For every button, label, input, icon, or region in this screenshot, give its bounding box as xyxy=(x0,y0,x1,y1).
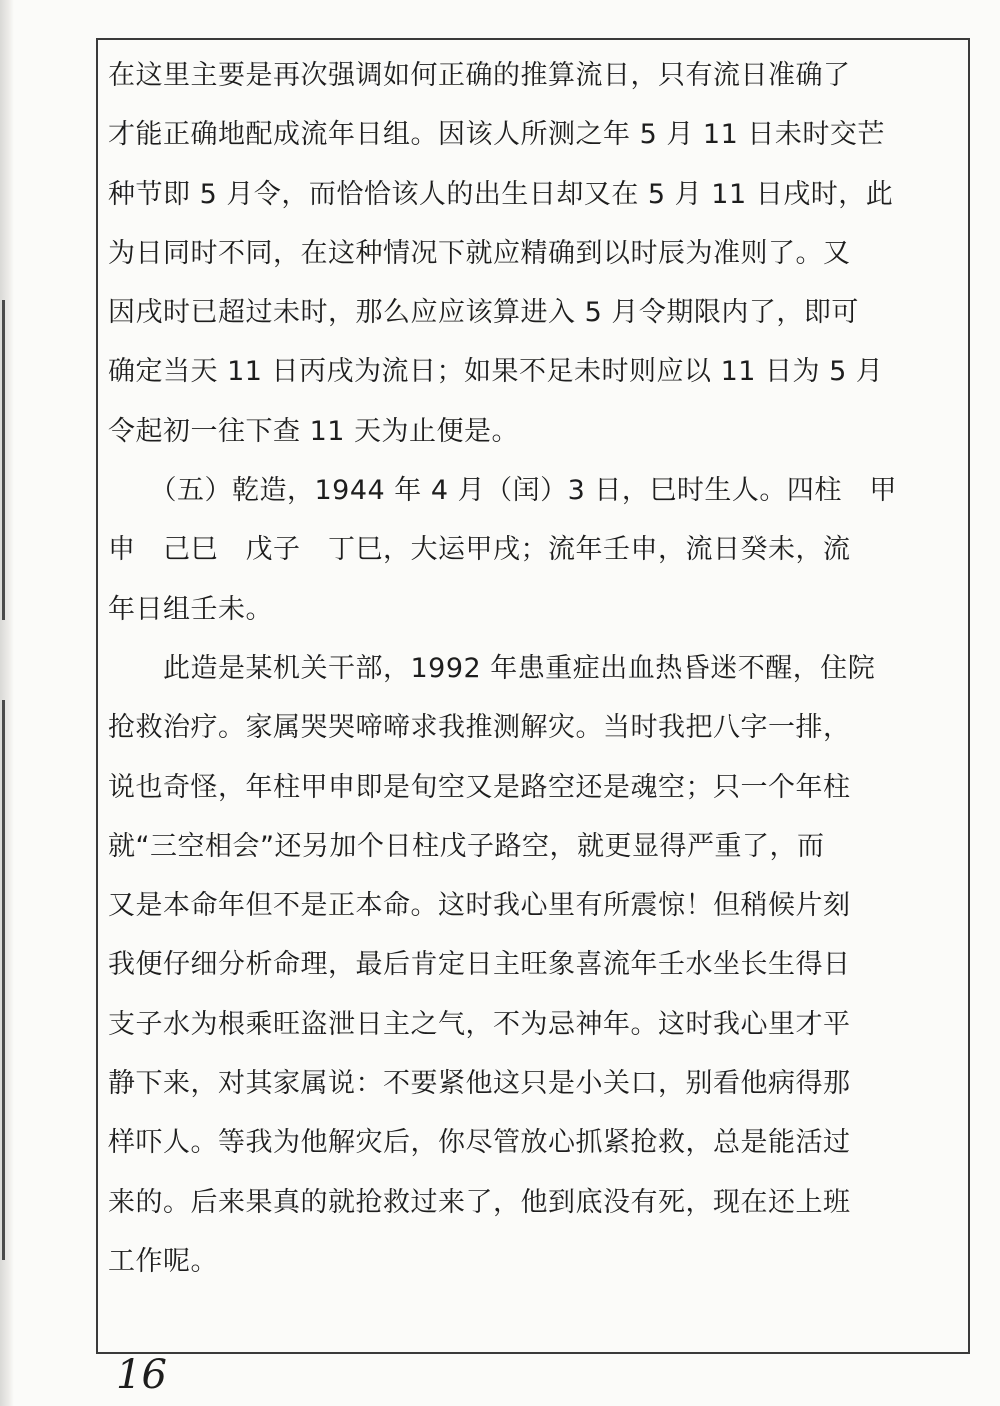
text-line: 在这里主要是再次强调如何正确的推算流日，只有流日准确了 xyxy=(108,60,851,91)
text-line: 为日同时不同，在这种情况下就应精确到以时辰为准则了。又 xyxy=(108,237,851,269)
text-line: 才能正确地配成流年日组。因该人所测之年 5 月 11 日未时交芒 xyxy=(108,119,885,151)
text-line: 种节即 5 月令，而恰恰该人的出生日却又在 5 月 11 日戌时，此 xyxy=(108,178,894,210)
text-line: 静下来，对其家属说：不要紧他这只是小关口，别看他病得那 xyxy=(108,1068,851,1100)
body-text xyxy=(108,46,958,1291)
text-line: 年日组壬未。 xyxy=(108,593,273,625)
text-line: 说也奇怪，年柱甲申即是旬空又是路空还是魂空；只一个年柱 xyxy=(108,771,851,803)
text-line: 确定当天 11 日丙戌为流日；如果不足未时则应以 11 日为 5 月 xyxy=(108,356,884,388)
text-line: 我便仔细分析命理，最后肯定日主旺象喜流年壬水坐长生得日 xyxy=(108,949,851,981)
text-line: 因戌时已超过未时，那么应应该算进入 5 月令期限内了，即可 xyxy=(108,297,859,329)
text-line: 来的。后来果真的就抢救过来了，他到底没有死，现在还上班 xyxy=(108,1186,851,1218)
text-line: 抢救治疗。家属哭哭啼啼求我推测解灾。当时我把八字一排， xyxy=(108,712,851,744)
text-line: 此造是某机关干部，1992 年患重症出血热昏迷不醒，住院 xyxy=(108,652,876,684)
text-line: 令起初一往下查 11 天为止便是。 xyxy=(108,415,520,447)
scan-streak xyxy=(2,700,5,1260)
page-number: 16 xyxy=(116,1352,167,1398)
text-line: 样吓人。等我为他解灾后，你尽管放心抓紧抢救，总是能活过 xyxy=(108,1127,851,1159)
text-line: 申 己巳 戊子 丁巳，大运甲戌；流年壬申，流日癸未，流 xyxy=(108,534,851,566)
text-line: 就“三空相会”还另加个日柱戊子路空，就更显得严重了，而 xyxy=(108,830,825,862)
text-line: 工作呢。 xyxy=(108,1245,218,1277)
text-line: （五）乾造，1944 年 4 月（闰）3 日，巳时生人。四柱 甲 xyxy=(108,475,897,507)
scan-streak xyxy=(2,300,5,620)
text-line: 支子水为根乘旺盗泄日主之气，不为忌神年。这时我心里才平 xyxy=(108,1008,851,1040)
text-line: 又是本命年但不是正本命。这时我心里有所震惊！但稍候片刻 xyxy=(108,890,851,922)
